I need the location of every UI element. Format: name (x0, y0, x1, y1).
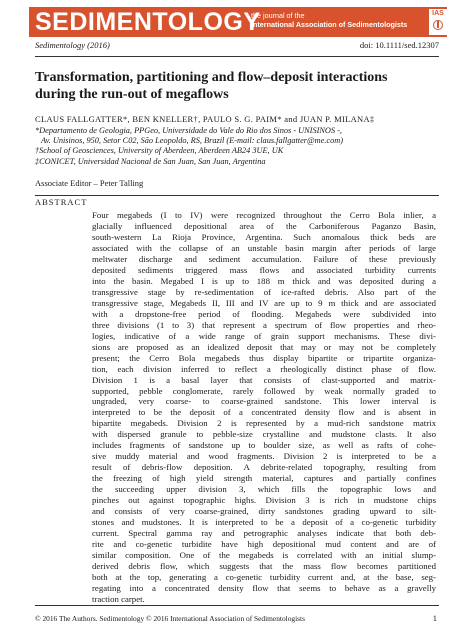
abstract-line: rite and co-genetic turbidite have high depositional mud content and are of (92, 539, 436, 550)
journal-logo-wordmark: SEDIMENTOLOGY (35, 8, 261, 36)
affiliations (35, 126, 435, 167)
abstract-line: transgressive stage, Megabeds II, III and IV are up to 9 m thick and are associated (92, 297, 436, 308)
header-divider (35, 56, 439, 57)
abstract-line: supported, pebble conglomerate, rarely followed by weak normally graded to (92, 385, 436, 396)
abstract-line: bipartite megabeds. Division 2 is represented by a mud-rich sandstone matrix (92, 418, 436, 429)
abstract-line: the succeeding upper division 3, which fills the topographic lows and (92, 484, 436, 495)
abstract-line: deposited sediments triggered mass flows and associated turbidity currents (92, 264, 436, 275)
page-number: 1 (432, 613, 437, 623)
abstract-line: the freezing of high yield strength material, captures and partially confines (92, 473, 436, 484)
affiliation-line: *Departamento de Geologia, PPGeo, Universidade do Vale do Rio dos Sinos - UNISINOS -, (35, 126, 342, 135)
abstract-line: sive muddy material and wood fragments. Division 2 is interpreted to be a (92, 451, 436, 462)
abstract-line: with a dropstone-free period of flooding. Megabeds were subdivided into (92, 308, 436, 319)
abstract-line: meltwater discharge and sediment accumulation. Failure of these previously (92, 253, 436, 264)
abstract-line: traction carpet. (92, 593, 145, 604)
tagline-line-2: International Association of Sedimentologists (251, 20, 408, 29)
doi[interactable]: doi: 10.1111/sed.12307 (359, 40, 439, 50)
abstract-line: present; the Cerro Bola megabeds thus display bipartite or tripartite organiza- (92, 352, 436, 363)
abstract-line: regating into a concentrated density flow that seems to behave as a gravelly (92, 582, 436, 593)
abstract-top-divider (35, 195, 439, 196)
tagline-line-1: the journal of the (251, 11, 305, 20)
affiliation-line: ‡CONICET, Universidad Nacional de San Juan, San Juan, Argentina (35, 156, 266, 166)
abstract-line: Four megabeds (I to IV) were recognized throughout the Cerro Bola inlier, a (92, 210, 436, 220)
abstract-heading: ABSTRACT (35, 197, 88, 207)
abstract-line: transgressive stage by re-sedimentation of ice-rafted debris. Also part of the (92, 286, 436, 297)
abstract-line: interpreted to be the deposit of a concentrated density flow and is absent in (92, 407, 436, 418)
ias-logo (429, 9, 447, 35)
associate-editor: Associate Editor – Peter Talling (35, 178, 144, 188)
author-list: CLAUS FALLGATTER*, BEN KNELLER†, PAULO S. G. PAIM* and JUAN P. MILANA‡ (35, 114, 375, 124)
abstract-line: includes fragments of sandstone up to boulder size, as well as rafts of cohe- (92, 440, 436, 451)
abstract-line: logies, indicative of a wide range of grain support mechanisms. These divi- (92, 330, 436, 341)
abstract-line: pinches out against topographic highs. Division 3 is rich in mudstone chips (92, 495, 436, 506)
footer-divider (35, 605, 439, 606)
globe-icon (433, 20, 443, 30)
abstract-line: into the basin. Megabed I is up to 188 m thick and was deposited during a (92, 275, 436, 286)
abstract-line: with dispersed granule to pebble-size crystalline and mudstone clasts. It also (92, 429, 436, 440)
ias-logo-text: IAS (432, 10, 444, 17)
abstract-body (92, 210, 436, 605)
abstract-line: tion, each division inferred to reflect a rheologically distinct phase of flow. (92, 363, 436, 374)
journal-tagline (251, 11, 407, 29)
abstract-line: both at the top, generating a co-genetic turbidity current and, at the base, seg- (92, 571, 436, 582)
abstract-line: result of debris-flow deposition. A debrite-related topography, resulting from (92, 462, 436, 473)
affiliation-line: Av. Unisinos, 950, Setor C02, São Leopoldo, RS, Brazil (E-mail: claus.fallgatter@me.com) (41, 136, 343, 146)
title-line-2: during the run-out of megaflows (35, 87, 229, 102)
abstract-line: three divisions (1 to 3) that represent a spectrum of flow properties and rheo- (92, 319, 436, 330)
abstract-line: and consists of very coarse-grained, dirty sandstones grading upward to silt- (92, 506, 436, 517)
abstract-line: glacially influenced depositional area of the Carboniferous Paganzo Basin, (92, 220, 436, 231)
abstract-line: current. Spectral gamma ray and petrographic analyses indicate that both deb- (92, 528, 436, 539)
abstract-line: stones and mudstones. It is interpreted to be a deposit of a co-genetic turbidity (92, 517, 436, 528)
abstract-line: ungraded, very coarse- to coarse-grained sandstone. This lower interval is (92, 396, 436, 407)
journal-citation: Sedimentology (2016) (35, 40, 110, 50)
abstract-line: sions are proposed as an idealized deposit that may or may not be completely (92, 341, 436, 352)
journal-banner (29, 7, 447, 37)
affiliation-line: †School of Geosciences, University of Aberdeen, Aberdeen AB24 3UE, UK (35, 146, 284, 156)
abstract-line: Division 1 is a basal layer that consists of clast-supported and matrix- (92, 374, 436, 385)
abstract-line: similar composition. One of the megabeds is correlated with an initial slump- (92, 550, 436, 561)
title-line-1: Transformation, partitioning and flow–deposit interactions (35, 70, 388, 85)
abstract-line: south-western La Rioja Province, Argentina. Such anomalous thick beds are (92, 231, 436, 242)
abstract-line: derived debris flow, which suggests that the mass flow becomes partitioned (92, 561, 436, 571)
abstract-line: associated with the collapse of an unstable basin margin after periods of large (92, 242, 436, 253)
article-title (35, 69, 435, 103)
copyright-notice: © 2016 The Authors. Sedimentology © 2016 International Association of Sedimentologists (35, 614, 305, 623)
